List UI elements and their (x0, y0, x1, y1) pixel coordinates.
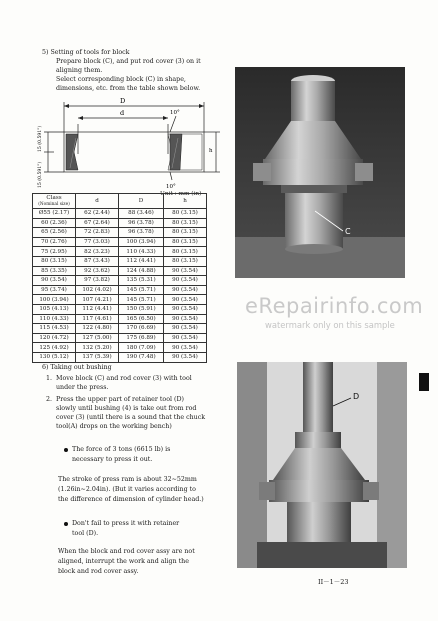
table-cell: 112 (4.41) (119, 256, 164, 266)
table-cell: 132 (5.20) (76, 343, 119, 353)
table-cell: 145 (5.71) (119, 285, 164, 295)
header-class-line1: Class (46, 194, 62, 201)
table-cell: 145 (5.71) (119, 295, 164, 305)
table-cell: 135 (5.31) (119, 276, 164, 286)
table-row (33, 256, 207, 266)
stroke-line: The stroke of press ram is about 32~52mm (58, 476, 197, 483)
table-cell: Ø55 (2.17) (33, 209, 76, 219)
table-header-row (33, 194, 207, 209)
table-cell: 175 (6.89) (119, 333, 164, 343)
table-cell: 122 (4.80) (76, 324, 119, 334)
block-dimension-table (32, 193, 207, 363)
step-1-number: 1. (46, 375, 53, 382)
table-cell: 120 (4.72) (33, 333, 76, 343)
table-cell: 190 (7.48) (119, 352, 164, 362)
table-row (33, 333, 207, 343)
table-cell: 92 (3.62) (76, 266, 119, 276)
step-2-number: 2. (46, 396, 53, 403)
table-row (33, 343, 207, 353)
table-cell: 125 (4.92) (33, 343, 76, 353)
table-cell: 130 (5.12) (33, 352, 76, 362)
table-cell: 127 (5.00) (76, 333, 119, 343)
table-cell: 72 (2.83) (76, 228, 119, 238)
table-cell: 100 (3.94) (119, 237, 164, 247)
step-2-line: Press the upper part of retainer tool (D) (56, 396, 184, 403)
header-class (33, 194, 76, 209)
table-cell: 90 (3.54) (164, 352, 207, 362)
table-cell: 105 (4.13) (33, 304, 76, 314)
table-cell: 110 (4.33) (33, 314, 76, 324)
table-cell: 85 (3.35) (33, 266, 76, 276)
table-cell: 88 (3.46) (119, 209, 164, 219)
table-cell: 80 (3.15) (164, 218, 207, 228)
table-cell: 80 (3.15) (164, 228, 207, 238)
angle-top-label: 10° (170, 110, 180, 116)
table-cell: 90 (3.54) (164, 333, 207, 343)
table-cell: 102 (4.02) (76, 285, 119, 295)
dimension-h-label: h (209, 148, 213, 154)
note-2-line: Don't fail to press it with retainer (72, 520, 180, 527)
table-cell: 97 (3.82) (76, 276, 119, 286)
angle-bottom-label: 10° (166, 184, 176, 190)
table-row (33, 237, 207, 247)
table-cell: 165 (6.50) (119, 314, 164, 324)
table-row (33, 276, 207, 286)
table-row (33, 266, 207, 276)
final-line: aligned, interrupt the work and align the (58, 558, 189, 565)
bullet-icon (64, 522, 68, 526)
table-cell: 96 (3.78) (119, 218, 164, 228)
table-cell: 90 (3.54) (164, 285, 207, 295)
table-cell: 96 (3.78) (119, 228, 164, 238)
unit-note: Unit : mm (in) (160, 191, 202, 197)
table-cell: 77 (3.03) (76, 237, 119, 247)
note-1-line: The force of 3 tons (6615 lb) is (72, 446, 171, 453)
table-row (33, 324, 207, 334)
table-cell: 137 (5.39) (76, 352, 119, 362)
press-retainer-tool-photo (237, 362, 407, 568)
table-cell: 65 (2.56) (33, 228, 76, 238)
page-number: II－1－23 (318, 578, 349, 586)
table-row (33, 228, 207, 238)
section-6-heading: 6) Taking out bushing (42, 364, 112, 371)
note-2-line: tool (D). (72, 530, 99, 537)
watermark-note: watermark only on this sample (265, 320, 395, 330)
block-cross-section-drawing (30, 94, 220, 190)
note-1-line: necessary to press it out. (72, 456, 153, 463)
section-tab-marker (419, 373, 429, 391)
final-line: When the block and rod cover assy are not (58, 548, 195, 555)
final-line: block and rod cover assy. (58, 568, 139, 575)
table-row (33, 285, 207, 295)
table-cell: 117 (4.61) (76, 314, 119, 324)
table-cell: 70 (2.76) (33, 237, 76, 247)
table-cell: 82 (3.23) (76, 247, 119, 257)
table-cell: 80 (3.15) (164, 247, 207, 257)
block-rod-cover-photo (235, 67, 405, 278)
table-cell: 100 (3.94) (33, 295, 76, 305)
table-cell: 95 (3.74) (33, 285, 76, 295)
table-cell: 112 (4.41) (76, 304, 119, 314)
table-cell: 90 (3.54) (164, 343, 207, 353)
step-1-line: under the press. (56, 384, 109, 391)
section-5-line: Prepare block (C), and put rod cover (3) on it (56, 58, 201, 65)
table-row (33, 247, 207, 257)
stroke-line: (1.26in~2.04in). (But it varies according to (58, 486, 196, 493)
table-cell: 87 (3.43) (76, 256, 119, 266)
photo-label-C: C (345, 227, 351, 236)
table-row (33, 218, 207, 228)
section-5-line: dimensions, etc. from the table shown below. (56, 85, 201, 92)
header-D: D (119, 194, 164, 209)
table-row (33, 295, 207, 305)
step-2-line: cover (3) (until there is a sound that the chuck (56, 414, 206, 421)
table-cell: 124 (4.88) (119, 266, 164, 276)
table-cell: 80 (3.15) (164, 256, 207, 266)
step-2-line: tool(A) drops on the working bench) (56, 423, 172, 430)
table-cell: 110 (4.33) (119, 247, 164, 257)
stroke-line: the difference of dimension of cylinder head.) (58, 496, 204, 503)
header-d: d (76, 194, 119, 209)
table-row (33, 314, 207, 324)
table-row (33, 304, 207, 314)
section-5-heading: 5) Setting of tools for block (42, 49, 130, 56)
left-dimension-top-label: 15 (0.591") (38, 125, 43, 152)
table-cell: 60 (2.36) (33, 218, 76, 228)
table-cell: 115 (4.53) (33, 324, 76, 334)
section-5-line: aligning them. (56, 67, 103, 74)
table-body (33, 209, 207, 363)
table-cell: 180 (7.09) (119, 343, 164, 353)
table-cell: 107 (4.21) (76, 295, 119, 305)
section-5-line: Select corresponding block (C) in shape, (56, 76, 186, 83)
table-cell: 90 (3.54) (33, 276, 76, 286)
table-cell: 80 (3.15) (164, 209, 207, 219)
header-class-line2: (Nominal size) (38, 201, 70, 207)
table-cell: 90 (3.54) (164, 324, 207, 334)
table-cell: 90 (3.54) (164, 304, 207, 314)
table-row (33, 352, 207, 362)
watermark-brand: eRepairinfo.com (245, 294, 424, 318)
dimension-d-label: d (120, 109, 125, 117)
table-cell: 170 (6.69) (119, 324, 164, 334)
step-2-line: slowly until bushing (4) is take out from rod (56, 405, 197, 412)
dimension-D-label: D (120, 97, 126, 105)
table-cell: 75 (2.95) (33, 247, 76, 257)
table-cell: 90 (3.54) (164, 295, 207, 305)
bullet-icon (64, 448, 68, 452)
table-cell: 150 (5.91) (119, 304, 164, 314)
left-dimension-bottom-label: 15 (0.591") (38, 161, 43, 188)
table-cell: 80 (3.15) (164, 237, 207, 247)
block-rod-cover-illustration (235, 67, 405, 278)
header-h: h (164, 194, 207, 209)
table-cell: 90 (3.54) (164, 266, 207, 276)
table-cell: 62 (2.44) (76, 209, 119, 219)
table-cell: 80 (3.15) (33, 256, 76, 266)
table-row (33, 209, 207, 219)
table-cell: 90 (3.54) (164, 314, 207, 324)
press-retainer-illustration (237, 362, 407, 568)
step-1-line: Move block (C) and rod cover (3) with tool (56, 375, 192, 382)
photo-label-D: D (353, 392, 360, 401)
table-cell: 90 (3.54) (164, 276, 207, 286)
table-cell: 67 (2.64) (76, 218, 119, 228)
